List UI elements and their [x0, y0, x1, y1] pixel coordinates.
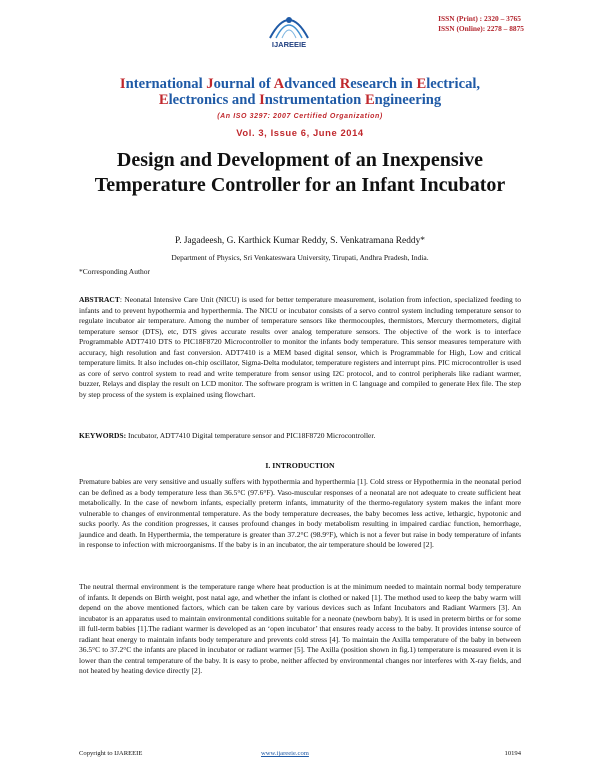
- journal-line-2: [0, 92, 600, 108]
- journal-initial-letter: E: [364, 92, 375, 108]
- issn-print: ISSN (Print) : 2320 – 3765: [438, 14, 521, 23]
- keywords-label: KEYWORDS:: [79, 431, 127, 440]
- abstract: [79, 295, 521, 400]
- journal-word-part: dvanced: [284, 76, 340, 92]
- iso-certification: (An ISO 3297: 2007 Certified Organization): [217, 113, 383, 120]
- journal-word-part: esearch in: [350, 76, 417, 92]
- issn-online: ISSN (Online): 2278 – 8875: [438, 24, 524, 33]
- journal-initial-letter: I: [259, 92, 265, 108]
- journal-logo: [262, 8, 316, 52]
- paper-authors: P. Jagadeesh, G. Karthick Kumar Reddy, S. Venkatramana Reddy*: [175, 236, 425, 246]
- footer-website-link[interactable]: www.ijareeie.com: [261, 750, 309, 757]
- intro-paragraph-1: Premature babies are very sensitive and usually suffers with hypothermia and hyperthermia [1]. Cold stress or Hypothermia in the neonatal period can be defined as a body temperature less than 36.5°C (97.6°F). Vaso-muscular responses of a neonatal are not adequate to create sufficient heat metabolically. In the case of newborn infants, especially preterm infants, immaturity of the thermo-regulatory system makes the infant more vulnerable to changes of environmental temperature. As the body temperature decreases, the baby becomes less active, lethargic, hypotonic and sucks poorly. As the condition progresses, it causes profound changes in body metabolism resulting in impaired cardiac function, hemorrhage, jaundice and death. In Hyperthermia, the temperature is greater than 37.2°C (98.9°F), which is not a fever but raise in body temperature of infants in response to infection with microorganisms. If the baby is in an incubator, the air temperature should be lowered [2].: [79, 477, 521, 549]
- abstract-label: ABSTRACT: [79, 295, 120, 304]
- paper-affiliation: Department of Physics, Sri Venkateswara University, Tirupati, Andhra Pradesh, India.: [171, 253, 429, 262]
- volume-issue: Vol. 3, Issue 6, June 2014: [236, 127, 364, 138]
- paper-title: Design and Development of an Inexpensive Temperature Controller for an Infant Incubator: [94, 149, 506, 196]
- journal-word-part: nstrumentation: [264, 92, 365, 108]
- intro-paragraph-2: The neutral thermal environment is the temperature range where heat production is at the minimum needed to maintain normal body temperature of infants. It depends on Birth weight, post natal age, and whether the infant is clothed or naked [1]. The method used to keep the baby warm will depend on the above mentioned factors, which can be taken care by various devices such as Infant Incubators and Radiant Warmers [3]. An incubator is an apparatus used to maintain environmental conditions suitable for a neonate (newborn baby). It is used in preterm births or for some ill full-term babies [1].The radiant warmer is developed as an ‘open incubator’ that ensures ready access to the baby. It provides intense source of radiant heat energy to maintain infants body temperature and prevents cold stress [4]. To maintain the Axilla temperature of the baby in between 36.5°C to 37.2°C the infants are placed in incubator or radiant warmer [5]. The Axilla (position shown in fig.1) temperature is measured even it is lower than the central temperature of the baby. It is easy to probe, neither affected by environmental changes nor interferes with X-ray fields, and not heated by heating device directly [2].: [79, 582, 521, 675]
- journal-line-1: [0, 76, 600, 92]
- logo-emblem: [270, 17, 308, 38]
- journal-initial-letter: E: [416, 76, 427, 92]
- footer-copyright: Copyright to IJAREEIE: [79, 750, 143, 757]
- journal-word-part: lectronics and: [168, 92, 260, 108]
- issn-block: [438, 14, 524, 34]
- keywords-text: Incubator, ADT7410 Digital temperature sensor and PIC18F8720 Microcontroller.: [126, 431, 376, 440]
- journal-initial-letter: J: [206, 76, 214, 92]
- journal-word-part: nternational: [125, 76, 207, 92]
- logo-text: IJAREEIE: [271, 40, 307, 49]
- section-heading-introduction: I. INTRODUCTION: [265, 461, 335, 470]
- keywords: [79, 431, 521, 442]
- journal-initial-letter: I: [119, 76, 126, 92]
- journal-initial-letter: E: [158, 92, 169, 108]
- journal-word-part: lectrical,: [426, 76, 481, 92]
- journal-word-part: ngineering: [374, 92, 442, 108]
- abstract-text: : Neonatal Intensive Care Unit (NICU) is used for better temperature measurement, isolation from infection, specialized feeding to infants and to prevent hypothermia and hyperthermia. The NICU or incubator consists of a servo control system including temperature sensor to regulate incubator air temperature. Among the number of temperature sensors like thermocouples, thermistors, Mercury thermometers, digital temperature sensor (DTS), etc, DTS gives accurate results over analog temperature sensors. The objective of the work is to interface Programmable ADT7410 DTS to PIC18F8720 Microcontroller to monitor the infants body temperature. This sensor measures temperature with accuracy, high resolution and fast conversion. ADT7410 is a MEM based digital sensor, which is Programmable for High, Low and critical temperature limits. It also includes on-chip oscillator, Sigma-Delta modulator, temperature registers and interrupt pins. PIC microcontroller is used as core of servo control system to read and write temperature from sensor using I2C protocol, and to control peripherals like radiant warmer, buzzer, Relays and display the result on LCD monitor. The software program is written in C language and compiled to generate Hex file. The step by step process of the system is explained using flowchart.: [79, 295, 521, 399]
- corresponding-author: *Corresponding Author: [79, 267, 151, 276]
- journal-word-part: ournal of: [213, 76, 274, 92]
- journal-initial-letter: A: [273, 76, 285, 92]
- journal-name: [0, 76, 600, 108]
- journal-initial-letter: R: [339, 76, 351, 92]
- footer-page-number: 10194: [504, 750, 521, 757]
